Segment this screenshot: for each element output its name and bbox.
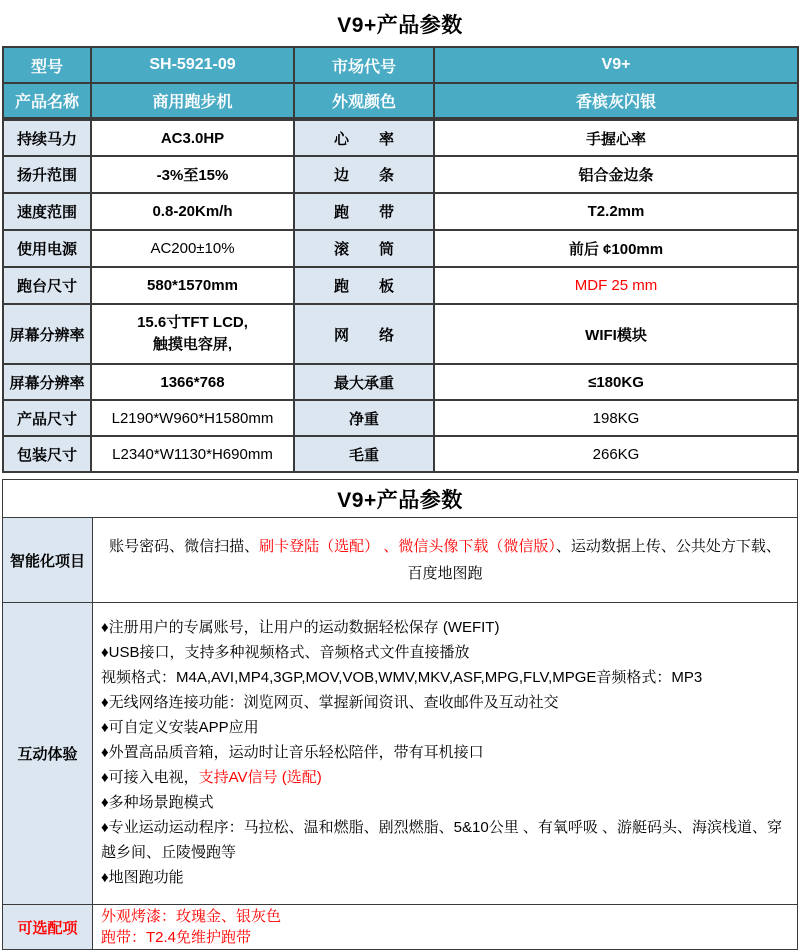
spec-value-cell: 1366*768 <box>91 364 294 400</box>
spec-value-cell: -3%至15% <box>91 156 294 193</box>
spec-label-cell: 屏幕分辨率 <box>3 304 91 364</box>
smart-text-segment: 账号密码、微信扫描、 <box>109 538 260 555</box>
optional-config-row <box>3 905 798 950</box>
feature-line: 视频格式：M4A,AVI,MP4,3GP,MOV,VOB,WMV,MKV,ASF,MPG,FLV,MPGE音频格式：MP3 <box>101 669 703 686</box>
spec-label-cell: 屏幕分辨率 <box>3 364 91 400</box>
spec-row <box>3 267 798 304</box>
spec-value-cell: ≤180KG <box>434 364 798 400</box>
feature-line: ♦USB接口，支持多种视频格式、音频格式文件直接播放 <box>101 644 470 661</box>
table2-title: V9+产品参数 <box>3 480 798 518</box>
spec-value-cell: 266KG <box>434 436 798 472</box>
spec-value-cell: 铝合金边条 <box>434 156 798 193</box>
spec-label-cell: 速度范围 <box>3 193 91 230</box>
spec-header-row <box>3 47 798 83</box>
spec-value-cell: L2190*W960*H1580mm <box>91 400 294 436</box>
interactive-experience-content <box>93 603 798 905</box>
spec-value-line: 15.6寸TFT LCD, <box>137 314 248 331</box>
spec-value-cell: AC200±10% <box>91 230 294 267</box>
spec-label-cell: 产品尺寸 <box>3 400 91 436</box>
spec-label-cell: 网 络 <box>294 304 434 364</box>
feature-line-optional-text: 支持AV信号 (选配) <box>198 769 322 786</box>
smart-text-segment-optional: 刷卡登陆（选配） 、微信头像下载（微信版） <box>259 538 556 555</box>
smart-features-label: 智能化项目 <box>3 518 93 603</box>
spec-value-cell: 商用跑步机 <box>91 83 294 119</box>
spec-value-cell: 前后 ¢100mm <box>434 230 798 267</box>
feature-line: ♦专业运动运动程序：马拉松、温和燃脂、剧烈燃脂、5&10公里 、有氧呼吸 、游艇码头、海滨栈道、穿越乡间、丘陵慢跑等 <box>101 819 783 861</box>
spec-label-cell: 外观颜色 <box>294 83 434 119</box>
smart-features-content <box>93 518 798 603</box>
smart-text-segment: 、运动数据上传、公共处方下载、百度地图跑 <box>407 538 781 582</box>
interactive-experience-row <box>3 603 798 905</box>
feature-line: ♦外置高品质音箱，运动时让音乐轻松陪伴，带有耳机接口 <box>101 744 484 761</box>
spec-label-cell: 跑 板 <box>294 267 434 304</box>
spec-table <box>2 46 799 473</box>
feature-line: ♦无线网络连接功能：浏览网页、掌握新闻资讯、查收邮件及互动社交 <box>101 694 559 711</box>
optional-config-line: 外观烤漆：玫瑰金、银灰色 <box>101 908 282 925</box>
spec-value-cell: T2.2mm <box>434 193 798 230</box>
spec-value-cell: L2340*W1130*H690mm <box>91 436 294 472</box>
spec-value-cell: 香槟灰闪银 <box>434 83 798 119</box>
spec-value-cell: 0.8-20Km/h <box>91 193 294 230</box>
spec-label-cell: 型号 <box>3 47 91 83</box>
spec-row <box>3 156 798 193</box>
spec-value-cell <box>91 304 294 364</box>
spec-row <box>3 230 798 267</box>
spec-row <box>3 364 798 400</box>
spec-row <box>3 436 798 472</box>
feature-line: ♦地图跑功能 <box>101 869 184 886</box>
optional-config-line: 跑带：T2.4免维护跑带 <box>101 929 252 946</box>
table1-title: V9+产品参数 <box>337 14 463 37</box>
spec-value-cell: SH-5921-09 <box>91 47 294 83</box>
spec-label-cell: 跑台尺寸 <box>3 267 91 304</box>
spec-value-cell: AC3.0HP <box>91 119 294 156</box>
spec-label-cell: 跑 带 <box>294 193 434 230</box>
spec-label-cell: 滚 筒 <box>294 230 434 267</box>
feature-line <box>101 765 789 790</box>
optional-config-label: 可选配项 <box>3 905 93 950</box>
interactive-experience-label: 互动体验 <box>3 603 93 905</box>
spec-value-cell: V9+ <box>434 47 798 83</box>
spec-label-cell: 边 条 <box>294 156 434 193</box>
spec-label-cell: 最大承重 <box>294 364 434 400</box>
spec-value-cell: WIFI模块 <box>434 304 798 364</box>
spec-row <box>3 400 798 436</box>
spec-value-cell: 手握心率 <box>434 119 798 156</box>
optional-config-content <box>93 905 798 950</box>
feature-table <box>2 479 798 950</box>
smart-features-row <box>3 518 798 603</box>
spec-label-cell: 持续马力 <box>3 119 91 156</box>
spec-value-cell: 198KG <box>434 400 798 436</box>
spec-label-cell: 心 率 <box>294 119 434 156</box>
spec-label-cell: 扬升范围 <box>3 156 91 193</box>
feature-line: ♦注册用户的专属账号，让用户的运动数据轻松保存 (WEFIT) <box>101 619 500 636</box>
spec-label-cell: 毛重 <box>294 436 434 472</box>
feature-line-text: ♦可接入电视， <box>101 769 199 786</box>
spec-row <box>3 193 798 230</box>
spec-label-cell: 使用电源 <box>3 230 91 267</box>
feature-line: ♦多种场景跑模式 <box>101 794 214 811</box>
feature-title-row <box>3 480 798 518</box>
spec-value-line: 触摸电容屏, <box>152 336 233 353</box>
spec-value-cell: 580*1570mm <box>91 267 294 304</box>
spec-row <box>3 119 798 156</box>
spec-label-cell: 产品名称 <box>3 83 91 119</box>
spec-label-cell: 市场代号 <box>294 47 434 83</box>
spec-label-cell: 净重 <box>294 400 434 436</box>
spec-label-cell: 包装尺寸 <box>3 436 91 472</box>
feature-line: ♦可自定义安装APP应用 <box>101 719 259 736</box>
spec-row <box>3 304 798 364</box>
spec-header-row <box>3 83 798 119</box>
spec-value-cell: MDF 25 mm <box>434 267 798 304</box>
